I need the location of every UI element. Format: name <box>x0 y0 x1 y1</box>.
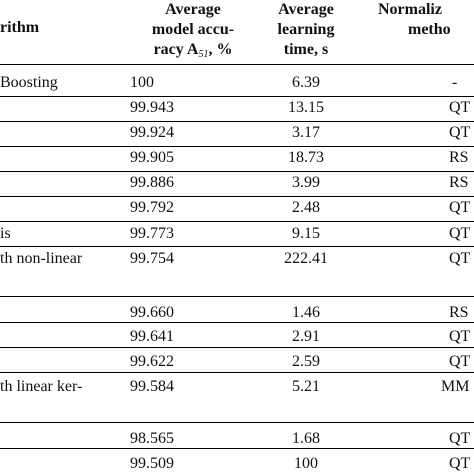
cell-time: 18.73 <box>288 149 324 166</box>
cell-time: 100 <box>294 455 318 472</box>
cell-normalization: QT <box>449 225 471 242</box>
header-accuracy-subscript: 51 <box>198 49 209 60</box>
row-rule <box>0 372 474 373</box>
cell-algorithm: th non-linear <box>0 250 83 267</box>
header-normalization-line-1: Normaliz <box>378 1 442 18</box>
header-algorithm: rithm <box>0 19 40 36</box>
row-rule <box>0 246 474 247</box>
cell-time: 3.99 <box>292 174 320 191</box>
header-accuracy-line-3-text: racy A <box>153 41 199 58</box>
row-rule <box>0 196 474 197</box>
cell-accuracy: 99.773 <box>130 225 174 242</box>
header-time-line-3: time, s <box>283 41 329 58</box>
cell-time: 1.68 <box>292 430 320 447</box>
cell-accuracy: 99.641 <box>130 328 174 345</box>
cell-time: 2.59 <box>292 353 320 370</box>
row-rule <box>0 322 474 323</box>
cell-time: 5.21 <box>292 378 320 395</box>
cell-algorithm: th linear ker- <box>0 378 83 395</box>
header-accuracy-unit: , % <box>208 41 233 58</box>
cell-normalization: QT <box>449 353 471 370</box>
cell-algorithm: Boosting <box>0 74 58 91</box>
cell-time: 3.17 <box>292 124 320 141</box>
cell-time: 9.15 <box>292 225 320 242</box>
row-rule <box>0 221 474 222</box>
cell-accuracy: 99.905 <box>130 149 174 166</box>
cell-normalization: RS <box>449 174 469 191</box>
row-rule <box>0 422 474 423</box>
cell-accuracy: 99.792 <box>130 199 174 216</box>
header-normalization-line-2: metho <box>408 21 451 38</box>
header-accuracy-line-1: Average <box>165 1 221 18</box>
cell-accuracy: 100 <box>130 74 154 91</box>
cell-accuracy: 99.754 <box>130 250 174 267</box>
cell-accuracy: 99.924 <box>130 124 174 141</box>
cell-accuracy: 99.943 <box>130 99 174 116</box>
row-rule <box>0 171 474 172</box>
cell-time: 2.48 <box>292 199 320 216</box>
table-header <box>0 0 474 60</box>
header-normalization <box>378 0 474 40</box>
header-time <box>268 0 344 60</box>
header-accuracy-line-3 <box>118 40 268 65</box>
row-rule <box>0 96 474 97</box>
cell-accuracy: 99.886 <box>130 174 174 191</box>
cell-time: 6.39 <box>292 74 320 91</box>
cell-accuracy: 98.565 <box>130 430 174 447</box>
row-rule <box>0 347 474 348</box>
header-time-line-2: learning <box>277 21 335 38</box>
row-rule <box>0 296 474 297</box>
header-time-line-1: Average <box>278 1 334 18</box>
cell-normalization: - <box>452 74 458 91</box>
cell-accuracy: 99.660 <box>130 304 174 321</box>
cell-time: 1.46 <box>292 304 320 321</box>
row-rule <box>0 448 474 449</box>
cell-accuracy: 99.509 <box>130 455 174 472</box>
cell-time: 222.41 <box>284 250 328 267</box>
cell-normalization: MM <box>441 378 470 395</box>
cell-normalization: QT <box>449 199 471 216</box>
header-rule <box>0 64 474 65</box>
cell-accuracy: 99.584 <box>130 378 174 395</box>
cell-normalization: QT <box>449 124 471 141</box>
cell-normalization: QT <box>449 455 471 472</box>
cell-accuracy: 99.622 <box>130 353 174 370</box>
cell-normalization: RS <box>449 149 469 166</box>
header-accuracy-line-2: model accu- <box>151 21 235 38</box>
cell-normalization: QT <box>449 250 471 267</box>
cell-normalization: QT <box>449 328 471 345</box>
row-rule <box>0 146 474 147</box>
cell-time: 13.15 <box>288 99 324 116</box>
cell-normalization: QT <box>449 99 471 116</box>
header-accuracy <box>118 0 268 65</box>
cell-normalization: QT <box>449 430 471 447</box>
row-rule <box>0 121 474 122</box>
cell-normalization: RS <box>449 304 469 321</box>
cell-algorithm: is <box>0 225 11 242</box>
cell-time: 2.91 <box>292 328 320 345</box>
